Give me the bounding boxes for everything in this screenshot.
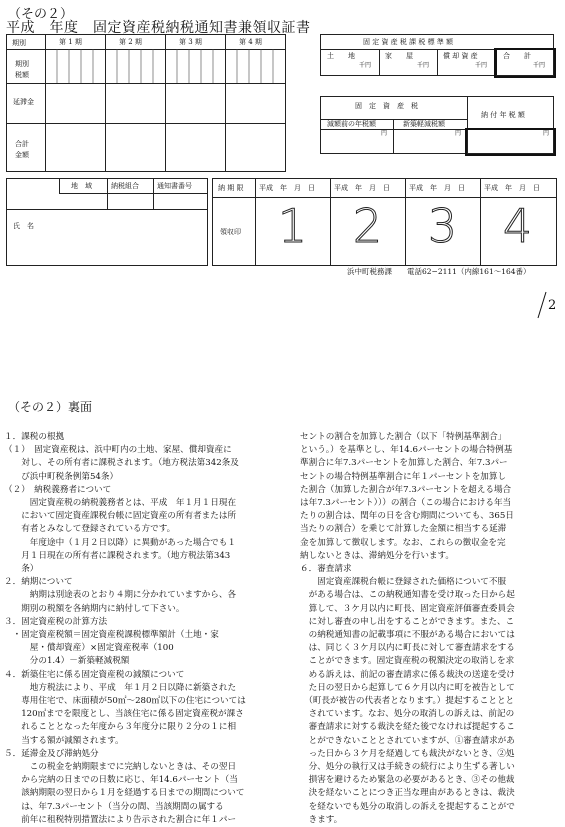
label-total: 合計 金額 (15, 140, 29, 159)
back-right-line: は、同じく３ケ月以内に町長に対して審査請求をする (300, 643, 515, 654)
label-late-fee: 延滞金 (13, 98, 34, 106)
back-right-line: ことができます。固定資産税の税額決定の取消しを求 (300, 656, 515, 667)
slash-mark (536, 290, 548, 320)
back-right-line: 審査請求に対する裁決を経た後でなければ提起するこ (300, 722, 515, 733)
back-left-line: 納期は別途表のとおり４期に分かれていますから、各 (4, 590, 237, 601)
back-left-line: 月１日現在の所有者に課税されます。（地方税法第343 (4, 550, 231, 561)
back-right-line: 固定資産課税台帳に登録された価格について不服 (300, 577, 507, 588)
back-right-line: とができないこととされていますが、①審査請求があ (300, 735, 515, 746)
label-annual-tax: 納 付 年 税 額 (481, 111, 525, 119)
unit-depreciable: 千円 (475, 62, 488, 69)
receipt-number-3: 3 (427, 199, 458, 253)
back-right-line: 納しないときは、滞納処分を行います。 (300, 550, 455, 561)
back-left-line: ３．固定資産税の計算方法 (4, 616, 108, 627)
receipt-number-2: 2 (352, 199, 383, 253)
back-left-line: れることとなった年度から３年度分に限り２分の１に相 (4, 722, 237, 733)
back-left-line: ・固定資産税額＝固定資産税課税標準額計（土地・家 (4, 630, 219, 641)
back-left-line: （１） 固定資産税は、浜中町内の土地、家屋、償却資産に (4, 445, 232, 456)
col-depreciable: 償 却 資 産 (443, 52, 478, 60)
back-left-line: 当する額が減額されます。 (4, 735, 124, 746)
back-left-line: 対し、その所有者に課税されます。（地方税法第342条及 (4, 458, 239, 469)
label-period: 期別 (12, 39, 26, 47)
back-right-line: 当たりの割合）を乗じて計算した金額に相当する延滞 (300, 524, 507, 535)
back-left-line: 地方税法により、平成 年１月２日以降に新築された (4, 682, 237, 693)
unit-land: 千円 (359, 62, 372, 69)
back-right-line: の納税通知書の記載事項に不服がある場合においては (300, 630, 515, 641)
label-new-reduction: 新築軽減税額 (403, 120, 445, 128)
label-tax: 期別 税額 (15, 60, 29, 79)
back-left-line: 専用住宅で、床面積が50㎡〜280㎡以下の住宅については (4, 696, 246, 707)
back-right-line: ６．審査請求 (300, 564, 352, 575)
label-receipt-seal: 領収印 (220, 228, 241, 236)
label-name: 氏 名 (13, 222, 34, 230)
installment-table (6, 34, 286, 172)
back-right-line: 決を経ないことにつき正当な理由があるときは、裁決 (300, 788, 515, 799)
back-right-column (300, 431, 562, 827)
unit-before: 円 (381, 130, 388, 137)
col-total: 合 計 (503, 52, 531, 60)
period-2: 第 2 期 (119, 38, 142, 46)
back-right-line: 算して、３ケ月以内に町長、固定資産評価審査委員会 (300, 603, 515, 614)
office-info: 浜中町税務課 電話62−2111（内線161〜164番） (347, 267, 531, 276)
back-left-line: 分の1.4）－新築軽減税額 (4, 656, 130, 667)
total-box (494, 48, 556, 78)
back-left-line: 該納期限の翌日から１月を経過する日までの期間について (4, 788, 245, 799)
label-notice-no: 通知書番号 (157, 182, 192, 190)
receipt-table (212, 178, 557, 266)
part-label: （その２） (8, 7, 74, 22)
label-before-reduction: 減額前の年税額 (327, 120, 376, 128)
col-land: 土 地 (327, 52, 355, 60)
period-1: 第 1 期 (59, 38, 82, 46)
label-deadline: 納 期 限 (218, 184, 244, 192)
owner-table (6, 178, 208, 266)
unit-total: 千円 (533, 62, 546, 69)
standard-title: 固 定 資 産 税 課 税 標 準 額 (363, 38, 454, 46)
back-left-line: ４．新築住宅に係る固定資産税の減額について (4, 669, 185, 680)
back-left-line: 年度途中（１月２日以降）に異動があった場合でも１ (4, 537, 236, 548)
back-right-line: た割合（加算した割合が年7.3パーセントを超える場合 (300, 484, 512, 495)
page-number: 2 (548, 298, 557, 313)
back-left-line: び浜中町税条例第54条） (4, 471, 119, 482)
label-region: 地 域 (71, 182, 92, 190)
period-4: 第 4 期 (239, 38, 262, 46)
back-right-line: されています。なお、処分の取消しの訴えは、前記の (300, 709, 515, 720)
back-left-line: 有者とみなして登録されている方です。 (4, 524, 176, 535)
back-right-line: （町長が被告の代表者となります。）提起することとと (300, 696, 515, 707)
back-left-line: ５．延滞金及び滞納処分 (4, 748, 99, 759)
back-right-line: きます。 (300, 814, 343, 825)
back-left-column (4, 431, 284, 827)
back-title: （その２）裏面 (8, 400, 93, 414)
back-left-line: ２．納期について (4, 577, 73, 588)
back-right-line: セントの割合を加算した割合（以下「特例基準割合」 (300, 432, 507, 442)
back-right-line: たりの割合は、閏年の日を含む期間についても、365日 (300, 511, 514, 522)
page-title: 平成 年度 固定資産税納税通知書兼領収証書 (6, 20, 311, 36)
unit-building: 千円 (417, 62, 430, 69)
label-tax-assoc: 納税組合 (111, 182, 139, 190)
deadline-3: 平成 年 月 日 (409, 184, 465, 192)
back-left-line: 屋・償却資産）×固定資産税率（100 (4, 643, 174, 654)
back-right-line: 準割合に年7.3パーセントを加算した割合、年7.3パー (300, 458, 508, 469)
receipt-number-1: 1 (277, 199, 308, 253)
back-right-line: がある場合は、この納税通知書を受け取った日から起 (300, 590, 515, 601)
deadline-2: 平成 年 月 日 (334, 184, 390, 192)
back-left-line: 前年に租税特別措置法により告示された割合に年１パー (4, 814, 237, 825)
back-right-line: を経ないでも処分の取消しの訴えを提起することがで (300, 801, 515, 812)
unit-annual: 円 (543, 130, 550, 137)
deadline-4: 平成 年 月 日 (484, 184, 540, 192)
back-left-line: から完納の日までの日数に応じ、年14.6パーセント（当 (4, 775, 238, 786)
back-right-line: 損害を避けるため緊急の必要があるとき、③その他裁 (300, 775, 515, 786)
unit-reduced: 円 (455, 130, 462, 137)
col-building: 家 屋 (385, 52, 413, 60)
tax-title: 固 定 資 産 税 (355, 102, 418, 110)
back-right-line: という。）を基準とし、年14.6パーセントの場合特例基 (300, 445, 513, 456)
back-left-line: （２） 納税義務者について (4, 484, 112, 495)
back-left-line: １．課税の根拠 (4, 432, 65, 442)
back-left-line: この税金を納期限までに完納しないときは、その翌日 (4, 762, 237, 773)
back-right-line: に対し審査の申し出をすることができます。また、こ (300, 616, 515, 627)
back-right-line: った日から３ケ月を経過しても裁決がないとき、②処 (300, 748, 515, 759)
back-right-line: セントの場合特例基準割合に年１パーセントを加算し (300, 471, 507, 482)
back-right-line: た日の翌日から起算して６ケ月以内に町を被告として (300, 682, 515, 693)
back-left-line: 120㎡までを限度とし、当該住宅に係る固定資産税が課さ (4, 709, 244, 720)
back-left-line: 期別の税額を各納期内に納付して下さい。 (4, 603, 185, 614)
deadline-1: 平成 年 月 日 (259, 184, 315, 192)
back-left-line: 条） (4, 564, 39, 575)
back-right-line: 金を加算して徴収します。なお、これらの徴収金を完 (300, 537, 506, 548)
back-right-line: は年7.3パーセント）））の割合（この場合における年当 (300, 498, 512, 509)
back-right-line: 分、処分の執行又は手続きの続行により生ずる著しい (300, 762, 515, 773)
back-left-line: 固定資産税の納税義務者とは、平成 年１月１日現在 (4, 498, 237, 509)
back-right-line: める訴えは、前記の審査請求に係る裁決の送達を受け (300, 669, 515, 680)
annual-tax-box (465, 128, 556, 156)
receipt-number-4: 4 (502, 199, 533, 253)
digit-ticks (45, 49, 285, 83)
back-left-line: において固定資産課税台帳に固定資産の所有者または所 (4, 511, 237, 522)
period-3: 第 3 期 (179, 38, 202, 46)
back-left-line: は、年7.3パーセント（当分の間、当該期間の属する (4, 801, 224, 812)
